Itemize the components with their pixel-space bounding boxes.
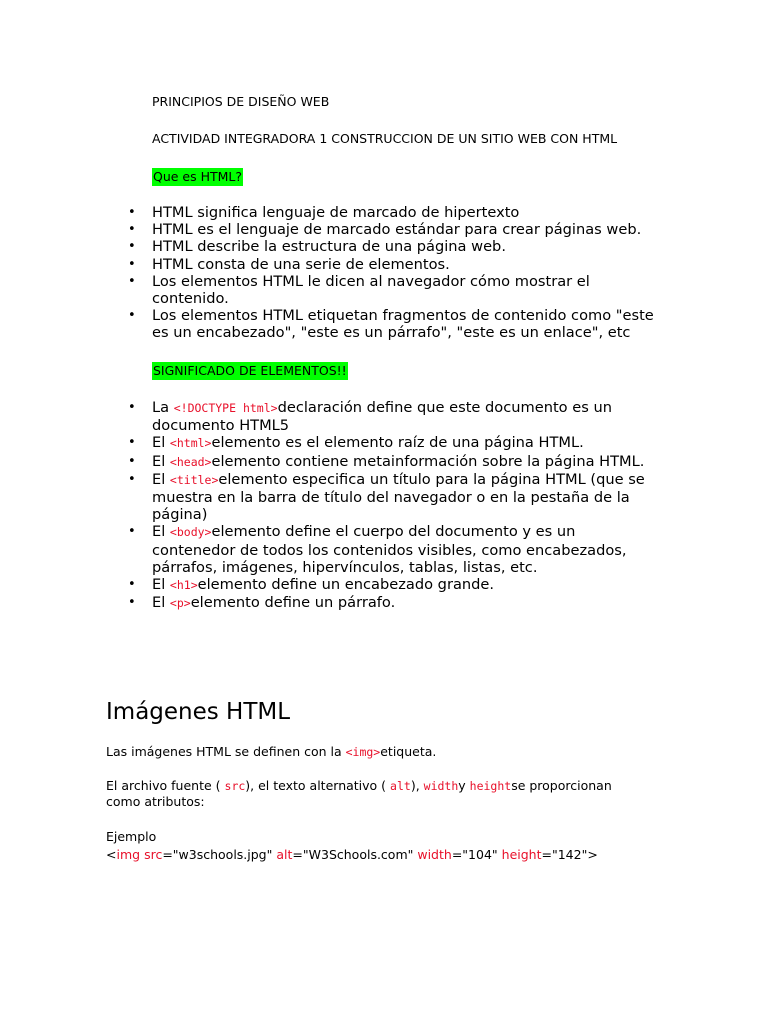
list-item: • La <!DOCTYPE html>declaración define que este documento es un documento HTML5	[152, 399, 662, 434]
code-body-tag: <body>	[169, 525, 212, 540]
code-p-tag: <p>	[169, 596, 191, 611]
code-alt: alt	[390, 779, 411, 793]
list-item: • El <title>elemento especifica un título para la página HTML (que se muestra en la barra de título del navegador o en la pestaña de la página)	[152, 471, 662, 524]
code-src: src	[224, 779, 246, 793]
example-code-line: <img src="w3schools.jpg" alt="W3Schools.com" width="104" height="142">	[106, 847, 598, 862]
code-html-tag: <html>	[169, 436, 212, 451]
list-item: • Los elementos HTML le dicen al navegador cómo mostrar el contenido.	[152, 273, 662, 307]
section-heading-significado: SIGNIFICADO DE ELEMENTOS!!	[153, 363, 347, 378]
list-item: • HTML significa lenguaje de marcado de hipertexto	[152, 204, 662, 221]
list-item: • El <h1>elemento define un encabezado grande.	[152, 576, 662, 594]
example-tag-img: img	[116, 847, 141, 862]
attributes-paragraph: El archivo fuente ( src), el texto alternativo ( alt), widthy heightse proporcionan como atributos:	[106, 778, 612, 809]
code-doctype: <!DOCTYPE html>	[173, 401, 278, 415]
example-attr-width: width	[417, 847, 452, 862]
list-item: • El <body>elemento define el cuerpo del documento y es un contenedor de todos los contenidos visibles, como encabezados, párrafos, imágenes, hipervínculos, tablas, listas, etc.	[152, 523, 662, 576]
list-item: • HTML consta de una serie de elementos.	[152, 256, 662, 273]
example-label: Ejemplo	[106, 829, 157, 844]
example-attr-height: height	[501, 847, 542, 862]
code-height: height	[469, 779, 512, 793]
example-attr-alt: alt	[276, 847, 293, 862]
list-item: • Los elementos HTML etiquetan fragmentos de contenido como "este es un encabezado", "este es un párrafo", "este es un enlace", etc	[152, 307, 662, 341]
code-title-tag: <title>	[169, 472, 219, 487]
list-item: • HTML es el lenguaje de marcado estándar para crear páginas web.	[152, 221, 662, 238]
list-item: • El <p>elemento define un párrafo.	[152, 594, 662, 612]
section-heading-que-es-html: Que es HTML?	[153, 169, 243, 184]
images-intro-paragraph: Las imágenes HTML se definen con la <img>etiqueta.	[106, 744, 437, 759]
html-definition-list	[152, 204, 662, 342]
activity-title: ACTIVIDAD INTEGRADORA 1 CONSTRUCCION DE UN SITIO WEB CON HTML	[152, 131, 618, 146]
document-title: PRINCIPIOS DE DISEÑO WEB	[152, 94, 330, 109]
code-head-tag: <head>	[169, 454, 212, 469]
list-item: • HTML describe la estructura de una página web.	[152, 238, 662, 255]
code-h1-tag: <h1>	[169, 578, 198, 593]
list-item: • El <html>elemento es el elemento raíz de una página HTML.	[152, 434, 662, 452]
section-title-imagenes: Imágenes HTML	[106, 699, 291, 725]
code-img-tag: <img>	[345, 745, 381, 759]
code-width: width	[423, 779, 459, 793]
example-attr-src: src	[144, 847, 163, 862]
list-item: • El <head>elemento contiene metainformación sobre la página HTML.	[152, 453, 662, 471]
elements-meaning-list	[152, 399, 662, 612]
